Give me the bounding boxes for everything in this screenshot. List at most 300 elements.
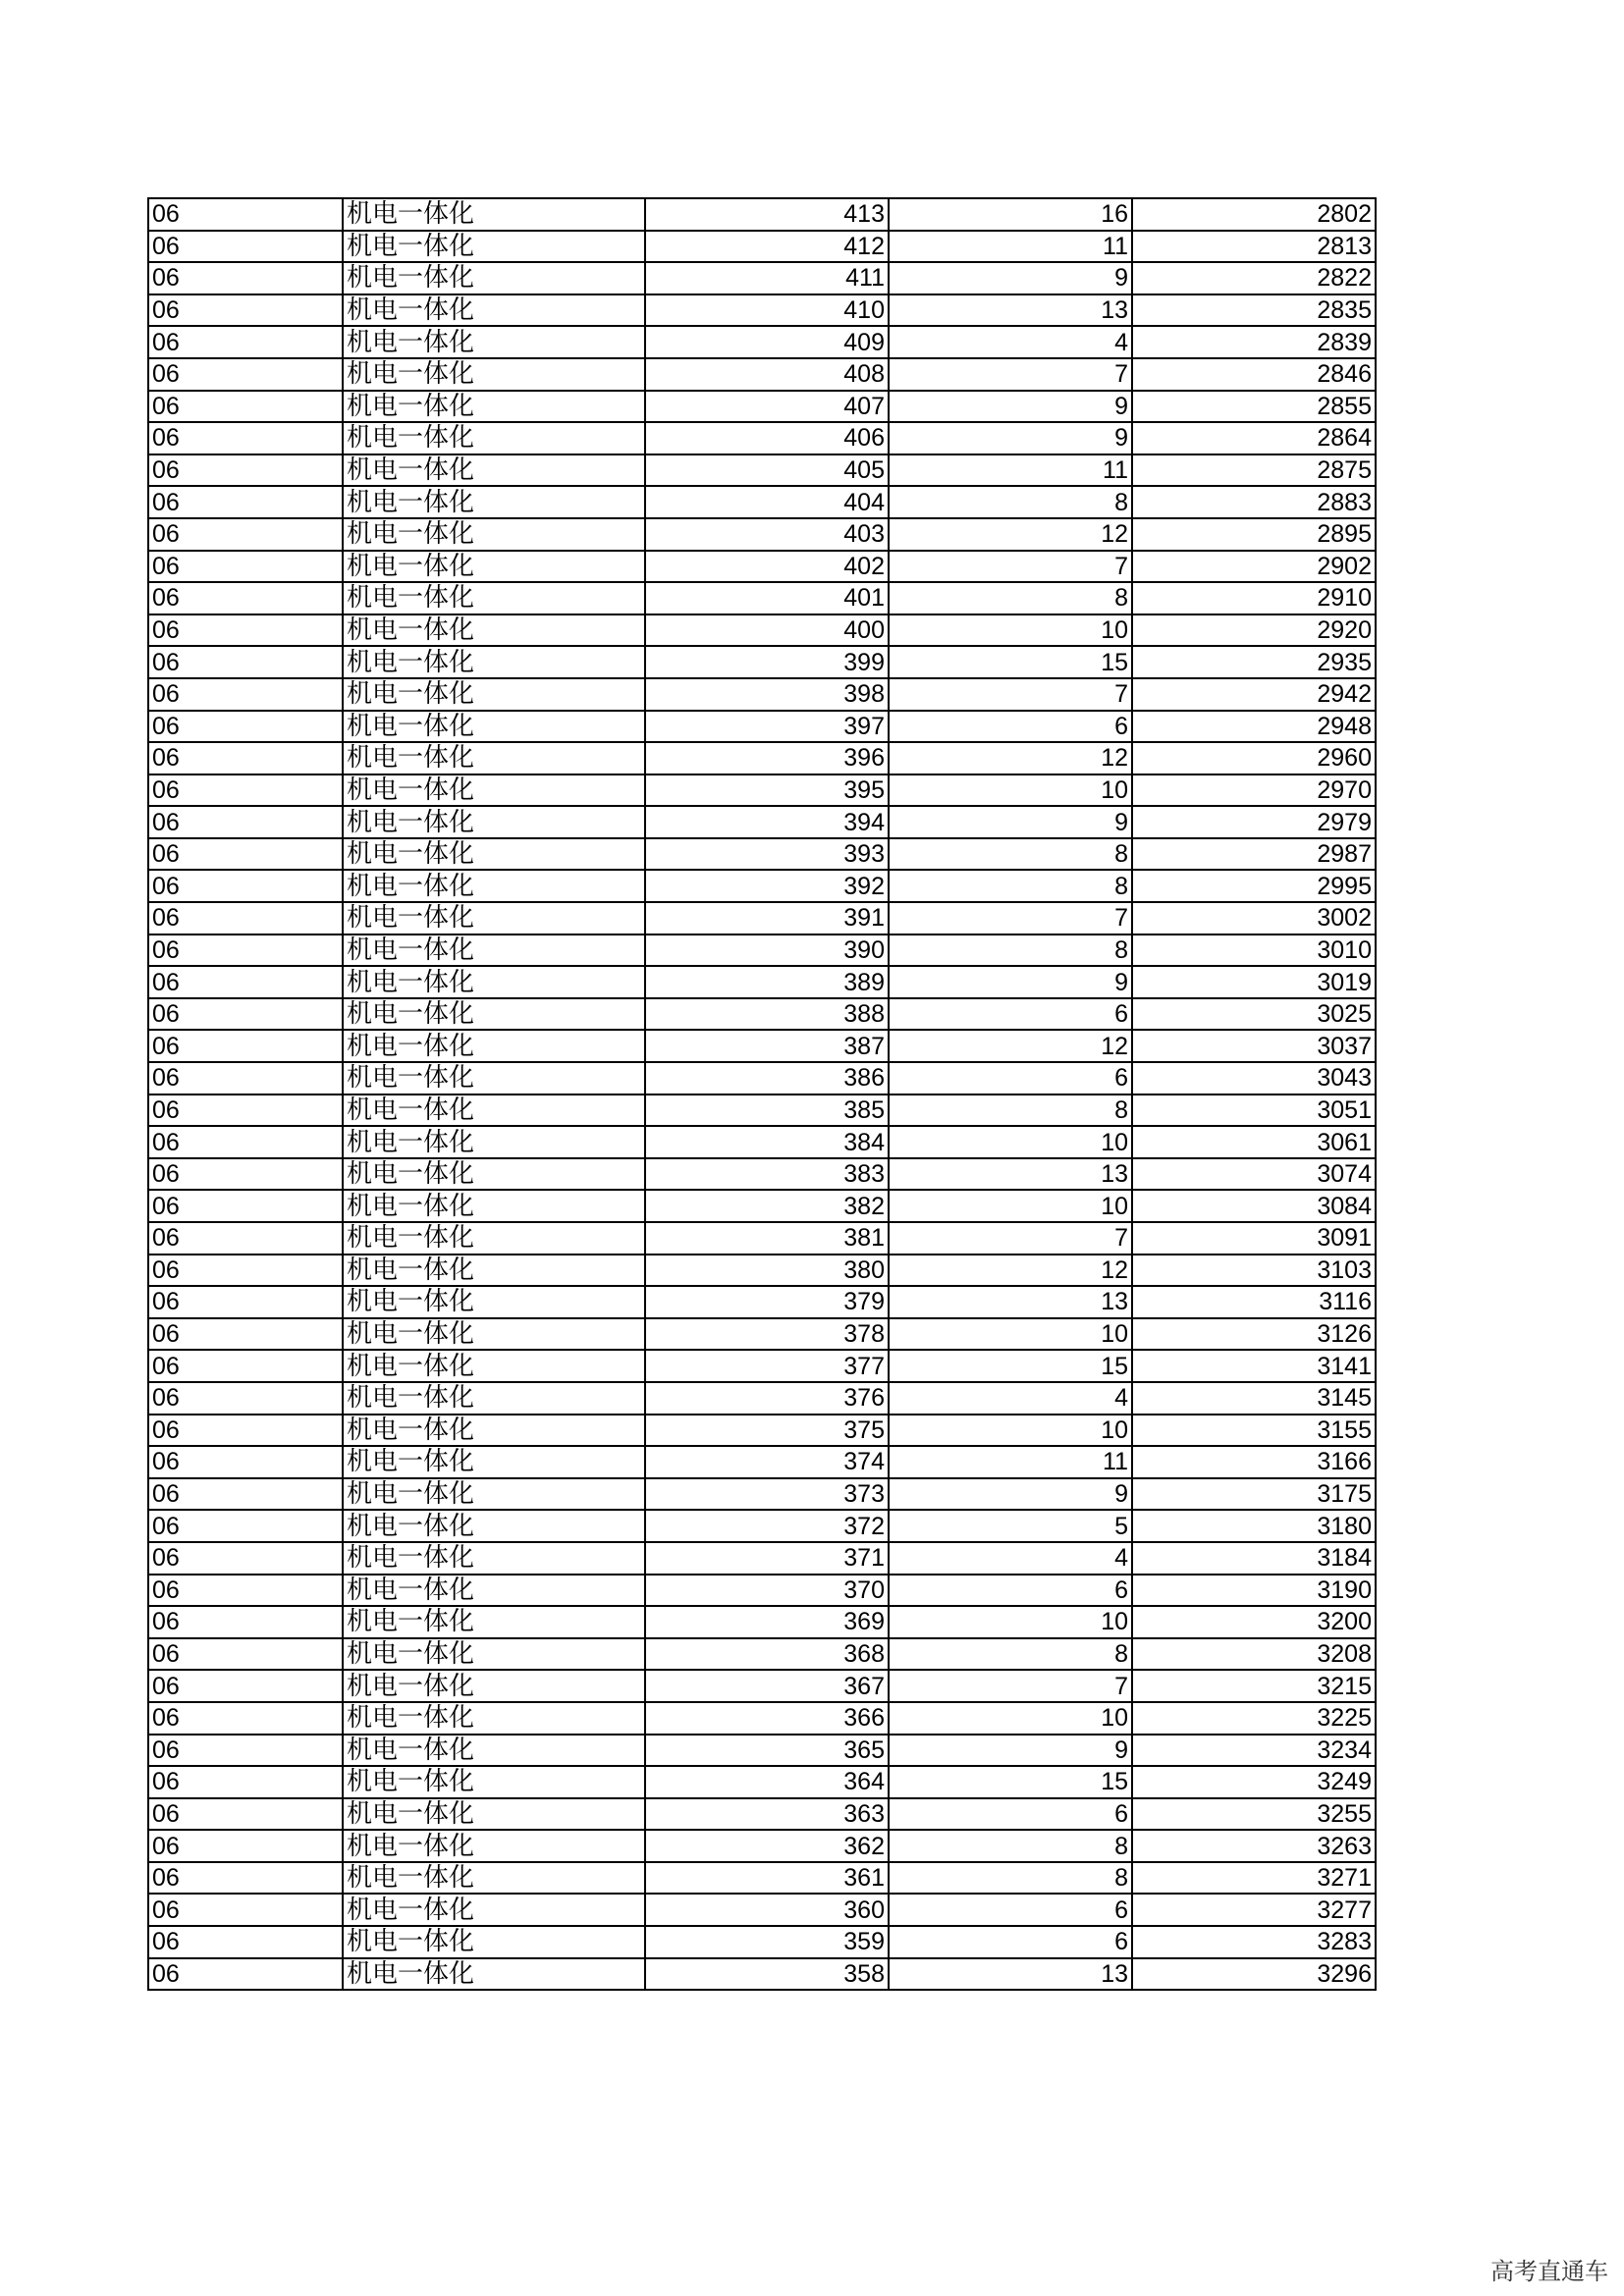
cell-major: 机电一体化 [343, 1606, 645, 1638]
cell-major: 机电一体化 [343, 1958, 645, 1991]
cell-cumulative: 3145 [1132, 1382, 1376, 1415]
cell-score: 385 [645, 1095, 889, 1127]
cell-count: 5 [889, 1510, 1132, 1542]
cell-cumulative: 3051 [1132, 1095, 1376, 1127]
cell-cumulative: 3043 [1132, 1062, 1376, 1095]
cell-major: 机电一体化 [343, 711, 645, 743]
cell-major: 机电一体化 [343, 1126, 645, 1158]
table-row [148, 934, 1376, 967]
cell-cumulative: 2987 [1132, 838, 1376, 871]
cell-count: 13 [889, 1158, 1132, 1191]
cell-count: 6 [889, 711, 1132, 743]
cell-count: 9 [889, 1735, 1132, 1767]
cell-cumulative: 3200 [1132, 1606, 1376, 1638]
cell-score: 401 [645, 582, 889, 614]
cell-code: 06 [148, 1126, 343, 1158]
cell-count: 9 [889, 806, 1132, 838]
cell-score: 373 [645, 1478, 889, 1511]
table-row [148, 231, 1376, 263]
cell-count: 10 [889, 1126, 1132, 1158]
cell-cumulative: 2935 [1132, 646, 1376, 678]
cell-score: 407 [645, 391, 889, 423]
cell-major: 机电一体化 [343, 1446, 645, 1478]
cell-code: 06 [148, 1735, 343, 1767]
cell-score: 402 [645, 551, 889, 583]
cell-count: 11 [889, 231, 1132, 263]
cell-major: 机电一体化 [343, 1510, 645, 1542]
watermark: 高考直通车 [1490, 2258, 1608, 2285]
cell-major: 机电一体化 [343, 1766, 645, 1798]
cell-cumulative: 3166 [1132, 1446, 1376, 1478]
cell-count: 6 [889, 998, 1132, 1031]
cell-count: 13 [889, 1958, 1132, 1991]
cell-cumulative: 3225 [1132, 1702, 1376, 1735]
cell-count: 6 [889, 1894, 1132, 1926]
table-row [148, 1862, 1376, 1895]
cell-cumulative: 3116 [1132, 1286, 1376, 1318]
cell-cumulative: 3271 [1132, 1862, 1376, 1895]
cell-code: 06 [148, 1318, 343, 1351]
cell-code: 06 [148, 1286, 343, 1318]
cell-cumulative: 3061 [1132, 1126, 1376, 1158]
cell-code: 06 [148, 742, 343, 774]
table-row [148, 1958, 1376, 1991]
cell-score: 404 [645, 486, 889, 518]
cell-cumulative: 2970 [1132, 774, 1376, 807]
cell-major: 机电一体化 [343, 838, 645, 871]
table-row [148, 1095, 1376, 1127]
cell-code: 06 [148, 1670, 343, 1702]
cell-count: 8 [889, 1862, 1132, 1895]
cell-code: 06 [148, 391, 343, 423]
cell-cumulative: 3103 [1132, 1255, 1376, 1287]
table-row [148, 1158, 1376, 1191]
table-row [148, 1350, 1376, 1382]
cell-code: 06 [148, 1510, 343, 1542]
cell-count: 10 [889, 1415, 1132, 1447]
cell-cumulative: 2835 [1132, 294, 1376, 327]
table-row [148, 1222, 1376, 1255]
cell-code: 06 [148, 294, 343, 327]
cell-cumulative: 3249 [1132, 1766, 1376, 1798]
cell-cumulative: 3019 [1132, 966, 1376, 998]
cell-score: 362 [645, 1830, 889, 1862]
cell-count: 8 [889, 1638, 1132, 1671]
cell-code: 06 [148, 966, 343, 998]
cell-cumulative: 2902 [1132, 551, 1376, 583]
cell-count: 10 [889, 774, 1132, 807]
cell-count: 8 [889, 934, 1132, 967]
table-row [148, 1798, 1376, 1831]
cell-cumulative: 3091 [1132, 1222, 1376, 1255]
cell-major: 机电一体化 [343, 231, 645, 263]
cell-count: 6 [889, 1575, 1132, 1607]
cell-code: 06 [148, 551, 343, 583]
cell-count: 7 [889, 358, 1132, 391]
cell-cumulative: 2864 [1132, 422, 1376, 454]
cell-cumulative: 3180 [1132, 1510, 1376, 1542]
cell-cumulative: 3277 [1132, 1894, 1376, 1926]
cell-score: 369 [645, 1606, 889, 1638]
cell-count: 9 [889, 1478, 1132, 1511]
cell-cumulative: 3190 [1132, 1575, 1376, 1607]
cell-count: 10 [889, 1190, 1132, 1222]
cell-major: 机电一体化 [343, 646, 645, 678]
table-row [148, 870, 1376, 902]
cell-cumulative: 3002 [1132, 902, 1376, 934]
cell-score: 386 [645, 1062, 889, 1095]
cell-count: 6 [889, 1062, 1132, 1095]
cell-score: 381 [645, 1222, 889, 1255]
cell-major: 机电一体化 [343, 1926, 645, 1958]
cell-major: 机电一体化 [343, 1575, 645, 1607]
cell-cumulative: 3084 [1132, 1190, 1376, 1222]
cell-score: 388 [645, 998, 889, 1031]
cell-score: 406 [645, 422, 889, 454]
cell-code: 06 [148, 1798, 343, 1831]
cell-code: 06 [148, 1255, 343, 1287]
cell-count: 12 [889, 1030, 1132, 1062]
cell-code: 06 [148, 1415, 343, 1447]
cell-score: 398 [645, 678, 889, 711]
table-row [148, 422, 1376, 454]
cell-cumulative: 2883 [1132, 486, 1376, 518]
cell-count: 10 [889, 1606, 1132, 1638]
cell-major: 机电一体化 [343, 742, 645, 774]
cell-major: 机电一体化 [343, 1255, 645, 1287]
table-row [148, 1638, 1376, 1671]
cell-score: 399 [645, 646, 889, 678]
cell-major: 机电一体化 [343, 294, 645, 327]
cell-score: 364 [645, 1766, 889, 1798]
cell-cumulative: 2995 [1132, 870, 1376, 902]
table-row [148, 1062, 1376, 1095]
cell-code: 06 [148, 358, 343, 391]
score-table-body [148, 198, 1376, 1990]
cell-cumulative: 3263 [1132, 1830, 1376, 1862]
cell-code: 06 [148, 614, 343, 647]
cell-count: 6 [889, 1798, 1132, 1831]
cell-count: 12 [889, 1255, 1132, 1287]
cell-cumulative: 3025 [1132, 998, 1376, 1031]
cell-cumulative: 3283 [1132, 1926, 1376, 1958]
score-table [147, 197, 1377, 1991]
cell-count: 13 [889, 1286, 1132, 1318]
cell-score: 366 [645, 1702, 889, 1735]
cell-code: 06 [148, 774, 343, 807]
cell-major: 机电一体化 [343, 1735, 645, 1767]
table-row [148, 1446, 1376, 1478]
cell-count: 9 [889, 422, 1132, 454]
table-row [148, 1670, 1376, 1702]
cell-cumulative: 3255 [1132, 1798, 1376, 1831]
cell-count: 12 [889, 518, 1132, 551]
cell-score: 393 [645, 838, 889, 871]
table-row [148, 1318, 1376, 1351]
table-row [148, 1830, 1376, 1862]
table-row [148, 198, 1376, 231]
cell-count: 15 [889, 646, 1132, 678]
cell-code: 06 [148, 1894, 343, 1926]
table-row [148, 1415, 1376, 1447]
cell-major: 机电一体化 [343, 1894, 645, 1926]
table-row [148, 1766, 1376, 1798]
cell-count: 10 [889, 1318, 1132, 1351]
cell-cumulative: 3208 [1132, 1638, 1376, 1671]
cell-score: 363 [645, 1798, 889, 1831]
cell-count: 8 [889, 582, 1132, 614]
table-row [148, 486, 1376, 518]
cell-score: 396 [645, 742, 889, 774]
table-row [148, 1606, 1376, 1638]
cell-score: 392 [645, 870, 889, 902]
cell-code: 06 [148, 454, 343, 487]
cell-code: 06 [148, 1095, 343, 1127]
cell-cumulative: 3155 [1132, 1415, 1376, 1447]
cell-count: 9 [889, 391, 1132, 423]
table-row [148, 1735, 1376, 1767]
cell-code: 06 [148, 806, 343, 838]
table-row [148, 1255, 1376, 1287]
cell-major: 机电一体化 [343, 1702, 645, 1735]
cell-code: 06 [148, 1542, 343, 1575]
cell-score: 400 [645, 614, 889, 647]
cell-count: 8 [889, 1830, 1132, 1862]
table-row [148, 1542, 1376, 1575]
cell-code: 06 [148, 1606, 343, 1638]
cell-count: 11 [889, 454, 1132, 487]
cell-code: 06 [148, 1062, 343, 1095]
cell-code: 06 [148, 934, 343, 967]
cell-code: 06 [148, 198, 343, 231]
cell-major: 机电一体化 [343, 1542, 645, 1575]
cell-major: 机电一体化 [343, 1095, 645, 1127]
table-row [148, 1030, 1376, 1062]
cell-major: 机电一体化 [343, 998, 645, 1031]
table-row [148, 1478, 1376, 1511]
table-row [148, 294, 1376, 327]
cell-count: 15 [889, 1766, 1132, 1798]
cell-major: 机电一体化 [343, 1222, 645, 1255]
table-row [148, 582, 1376, 614]
cell-major: 机电一体化 [343, 326, 645, 358]
cell-count: 8 [889, 1095, 1132, 1127]
cell-major: 机电一体化 [343, 1190, 645, 1222]
table-row [148, 1286, 1376, 1318]
cell-major: 机电一体化 [343, 198, 645, 231]
cell-major: 机电一体化 [343, 966, 645, 998]
cell-score: 390 [645, 934, 889, 967]
cell-cumulative: 2948 [1132, 711, 1376, 743]
cell-major: 机电一体化 [343, 422, 645, 454]
cell-score: 375 [645, 1415, 889, 1447]
cell-major: 机电一体化 [343, 934, 645, 967]
cell-score: 367 [645, 1670, 889, 1702]
cell-score: 371 [645, 1542, 889, 1575]
table-row [148, 742, 1376, 774]
cell-code: 06 [148, 231, 343, 263]
cell-count: 15 [889, 1350, 1132, 1382]
table-row [148, 1126, 1376, 1158]
cell-major: 机电一体化 [343, 1415, 645, 1447]
cell-major: 机电一体化 [343, 486, 645, 518]
cell-score: 358 [645, 1958, 889, 1991]
cell-cumulative: 3296 [1132, 1958, 1376, 1991]
table-row [148, 838, 1376, 871]
cell-count: 10 [889, 614, 1132, 647]
cell-cumulative: 3184 [1132, 1542, 1376, 1575]
cell-count: 7 [889, 1222, 1132, 1255]
table-row [148, 711, 1376, 743]
cell-cumulative: 2839 [1132, 326, 1376, 358]
cell-major: 机电一体化 [343, 1318, 645, 1351]
cell-cumulative: 2960 [1132, 742, 1376, 774]
cell-cumulative: 2979 [1132, 806, 1376, 838]
cell-cumulative: 3037 [1132, 1030, 1376, 1062]
cell-code: 06 [148, 1446, 343, 1478]
cell-code: 06 [148, 1958, 343, 1991]
cell-score: 377 [645, 1350, 889, 1382]
cell-score: 374 [645, 1446, 889, 1478]
cell-score: 368 [645, 1638, 889, 1671]
cell-major: 机电一体化 [343, 678, 645, 711]
cell-code: 06 [148, 1030, 343, 1062]
cell-code: 06 [148, 646, 343, 678]
cell-score: 394 [645, 806, 889, 838]
cell-major: 机电一体化 [343, 454, 645, 487]
table-row [148, 614, 1376, 647]
cell-code: 06 [148, 678, 343, 711]
table-row [148, 1926, 1376, 1958]
cell-major: 机电一体化 [343, 1062, 645, 1095]
cell-major: 机电一体化 [343, 518, 645, 551]
cell-major: 机电一体化 [343, 806, 645, 838]
cell-cumulative: 2920 [1132, 614, 1376, 647]
cell-count: 7 [889, 902, 1132, 934]
cell-score: 389 [645, 966, 889, 998]
cell-major: 机电一体化 [343, 614, 645, 647]
cell-score: 370 [645, 1575, 889, 1607]
cell-score: 376 [645, 1382, 889, 1415]
cell-cumulative: 3141 [1132, 1350, 1376, 1382]
cell-count: 4 [889, 1542, 1132, 1575]
cell-score: 359 [645, 1926, 889, 1958]
cell-major: 机电一体化 [343, 1862, 645, 1895]
table-row [148, 966, 1376, 998]
table-row [148, 551, 1376, 583]
cell-major: 机电一体化 [343, 582, 645, 614]
cell-score: 379 [645, 1286, 889, 1318]
cell-cumulative: 2802 [1132, 198, 1376, 231]
cell-score: 403 [645, 518, 889, 551]
cell-score: 361 [645, 1862, 889, 1895]
cell-code: 06 [148, 1830, 343, 1862]
cell-score: 405 [645, 454, 889, 487]
cell-count: 4 [889, 1382, 1132, 1415]
cell-major: 机电一体化 [343, 902, 645, 934]
table-row [148, 1190, 1376, 1222]
cell-count: 11 [889, 1446, 1132, 1478]
cell-count: 4 [889, 326, 1132, 358]
cell-cumulative: 3215 [1132, 1670, 1376, 1702]
cell-code: 06 [148, 1190, 343, 1222]
cell-count: 13 [889, 294, 1132, 327]
cell-score: 378 [645, 1318, 889, 1351]
table-row [148, 902, 1376, 934]
cell-cumulative: 2855 [1132, 391, 1376, 423]
cell-score: 395 [645, 774, 889, 807]
cell-code: 06 [148, 711, 343, 743]
cell-score: 410 [645, 294, 889, 327]
cell-count: 6 [889, 1926, 1132, 1958]
cell-count: 8 [889, 486, 1132, 518]
cell-code: 06 [148, 326, 343, 358]
table-row [148, 358, 1376, 391]
cell-score: 360 [645, 1894, 889, 1926]
cell-cumulative: 2875 [1132, 454, 1376, 487]
table-row [148, 391, 1376, 423]
table-row [148, 1575, 1376, 1607]
cell-count: 7 [889, 1670, 1132, 1702]
cell-code: 06 [148, 1158, 343, 1191]
cell-cumulative: 2910 [1132, 582, 1376, 614]
cell-cumulative: 3010 [1132, 934, 1376, 967]
table-row [148, 998, 1376, 1031]
cell-major: 机电一体化 [343, 1382, 645, 1415]
cell-major: 机电一体化 [343, 551, 645, 583]
cell-score: 380 [645, 1255, 889, 1287]
table-row [148, 326, 1376, 358]
cell-code: 06 [148, 1766, 343, 1798]
table-row [148, 806, 1376, 838]
table-row [148, 262, 1376, 294]
cell-major: 机电一体化 [343, 358, 645, 391]
cell-major: 机电一体化 [343, 262, 645, 294]
cell-code: 06 [148, 1350, 343, 1382]
cell-code: 06 [148, 1702, 343, 1735]
cell-count: 16 [889, 198, 1132, 231]
table-row [148, 646, 1376, 678]
cell-count: 10 [889, 1702, 1132, 1735]
cell-count: 8 [889, 870, 1132, 902]
cell-major: 机电一体化 [343, 774, 645, 807]
cell-code: 06 [148, 486, 343, 518]
cell-cumulative: 2942 [1132, 678, 1376, 711]
cell-cumulative: 2822 [1132, 262, 1376, 294]
cell-major: 机电一体化 [343, 1830, 645, 1862]
cell-code: 06 [148, 518, 343, 551]
cell-score: 391 [645, 902, 889, 934]
cell-code: 06 [148, 1478, 343, 1511]
cell-code: 06 [148, 998, 343, 1031]
cell-count: 12 [889, 742, 1132, 774]
cell-cumulative: 2813 [1132, 231, 1376, 263]
cell-code: 06 [148, 262, 343, 294]
cell-major: 机电一体化 [343, 1478, 645, 1511]
table-row [148, 1382, 1376, 1415]
cell-cumulative: 3234 [1132, 1735, 1376, 1767]
cell-code: 06 [148, 870, 343, 902]
table-row [148, 774, 1376, 807]
cell-code: 06 [148, 1222, 343, 1255]
cell-score: 384 [645, 1126, 889, 1158]
cell-code: 06 [148, 1382, 343, 1415]
cell-major: 机电一体化 [343, 1670, 645, 1702]
cell-cumulative: 3126 [1132, 1318, 1376, 1351]
cell-code: 06 [148, 1575, 343, 1607]
cell-major: 机电一体化 [343, 1286, 645, 1318]
table-row [148, 518, 1376, 551]
